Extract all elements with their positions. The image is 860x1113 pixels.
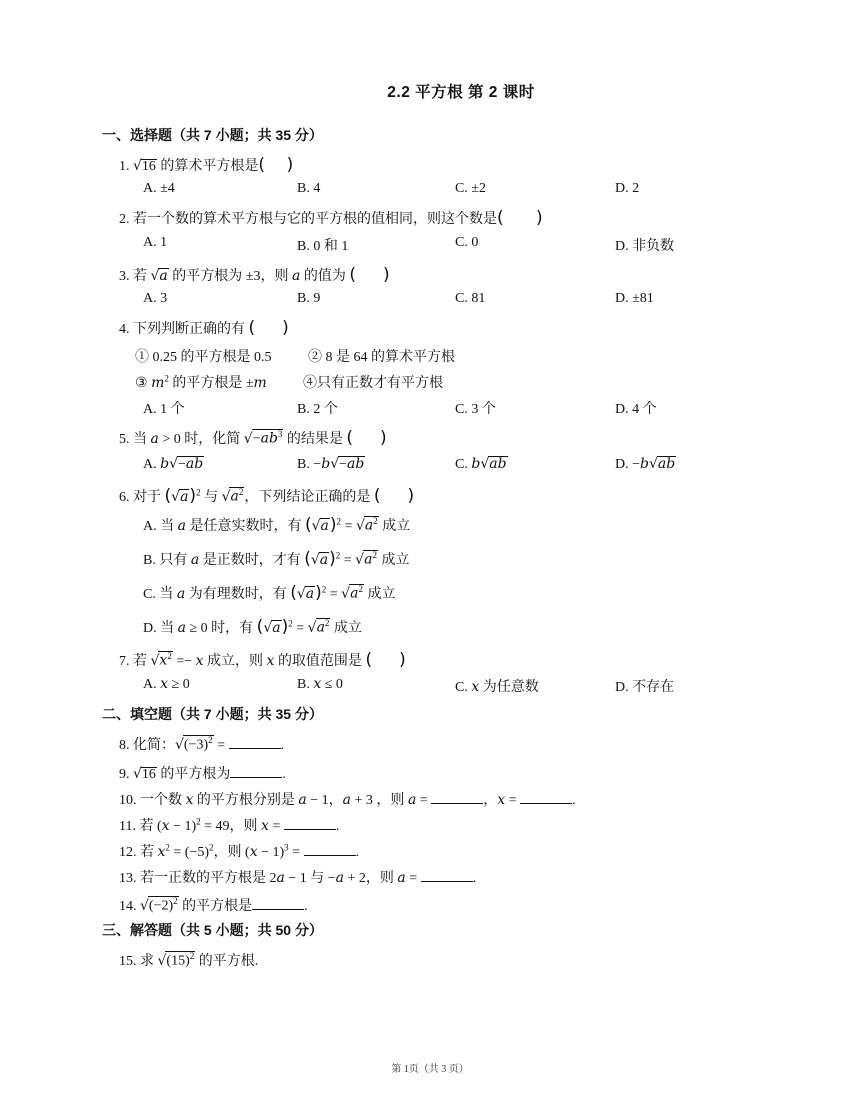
section-heading: 二、填空题（共 7 小题；共 35 分） (102, 706, 323, 722)
statement: ② 8 是 64 的算术平方根 (308, 350, 455, 365)
question-15: 15. 求 $√(15)^2$ 的平方根. (119, 951, 259, 969)
question-9: 9. √16 的平方根为 . (119, 766, 286, 782)
option: C. 3 个 (455, 402, 496, 417)
question-13: 13. 若一正数的平方根是 2a − 1 与 −a + 2，则 a = . (119, 870, 477, 886)
option: D. ±81 (615, 291, 654, 306)
question-12: 12. 若 $x^2 = (-5)^2$，则 $(x - 1)^3$ = . (119, 842, 360, 860)
question-8: 8. 化简：$√(-3)^2$ = . (119, 735, 285, 753)
option: A. 3 (143, 291, 168, 306)
statement: ① 0.25 的平方根是 0.5 (135, 350, 272, 365)
option: D. 当 a ≥ 0 时，有 $(√a)^2 = √a^2$ 成立 (143, 617, 362, 637)
page-footer: 第 1页（共 3 页） (391, 1064, 469, 1075)
section-heading: 一、选择题（共 7 小题；共 35 分） (102, 127, 323, 143)
option: A. x ≥ 0 (143, 676, 190, 692)
option: D. −b√ab (615, 456, 676, 472)
option: D. 非负数 (615, 239, 675, 254)
option: B. x ≤ 0 (297, 676, 343, 692)
option: A. b√−ab (143, 456, 204, 472)
question-6: 6. 对于 $(√a)^2$ 与 $√a^2$，下列结论正确的是 ( ) (119, 486, 415, 506)
option: D. 不存在 (615, 680, 675, 695)
option: C. ±2 (455, 181, 487, 196)
option: C. x 为任意数 (455, 679, 539, 695)
statement: ④只有正数才有平方根 (303, 376, 443, 391)
option: C. 81 (455, 291, 486, 306)
question-14: 14. $√(-2)^2$ 的平方根是 . (119, 896, 308, 914)
option: B. 4 (297, 181, 321, 196)
page-title: 2.2 平方根 第 2 课时 (387, 84, 535, 101)
question-3: 3. 若 √a 的平方根为 ±3，则 a 的值为 ( ) (119, 265, 390, 285)
option: C. b√ab (455, 456, 507, 472)
option: B. 9 (297, 291, 321, 306)
option: B. 2 个 (297, 402, 338, 417)
question-10: 10. 一个数 x 的平方根分别是 a − 1，a + 3 ，则 a = ，x = . (119, 792, 576, 808)
option: C. 当 a 为有理数时，有 $(√a)^2 = √a^2$ 成立 (143, 583, 396, 603)
option: B. −b√−ab (297, 456, 365, 472)
option: A. 当 a 是任意实数时，有 $(√a)^2 = √a^2$ 成立 (143, 515, 411, 535)
option: A. ±4 (143, 181, 175, 196)
option: C. 0 (455, 235, 479, 250)
question-2: 2. 若一个数的算术平方根与它的平方根的值相同，则这个数是( ) (119, 208, 543, 228)
question-5: 5. 当 a > 0 时，化简 $√-ab^3$ 的结果是 ( ) (119, 428, 387, 448)
option: D. 4 个 (615, 402, 657, 417)
section-heading: 三、解答题（共 5 小题；共 50 分） (102, 922, 323, 938)
question-11: 11. 若 $(x - 1)^2 = 49$，则 x = . (119, 816, 340, 834)
option: B. 只有 a 是正数时，才有 $(√a)^2 = √a^2$ 成立 (143, 549, 410, 569)
question-4: 4. 下列判断正确的有 ( ) (119, 318, 289, 338)
statement: ③ $m^2$ 的平方根是 ±m (135, 373, 267, 391)
option: A. 1 个 (143, 402, 185, 417)
option: B. 0 和 1 (297, 239, 349, 254)
question-1: 1. √16 的算术平方根是( ) (119, 155, 294, 175)
option: A. 1 (143, 235, 168, 250)
question-7: 7. 若 $√x^2 =- x$ 成立，则 x 的取值范围是 ( ) (119, 650, 406, 670)
option: D. 2 (615, 181, 640, 196)
